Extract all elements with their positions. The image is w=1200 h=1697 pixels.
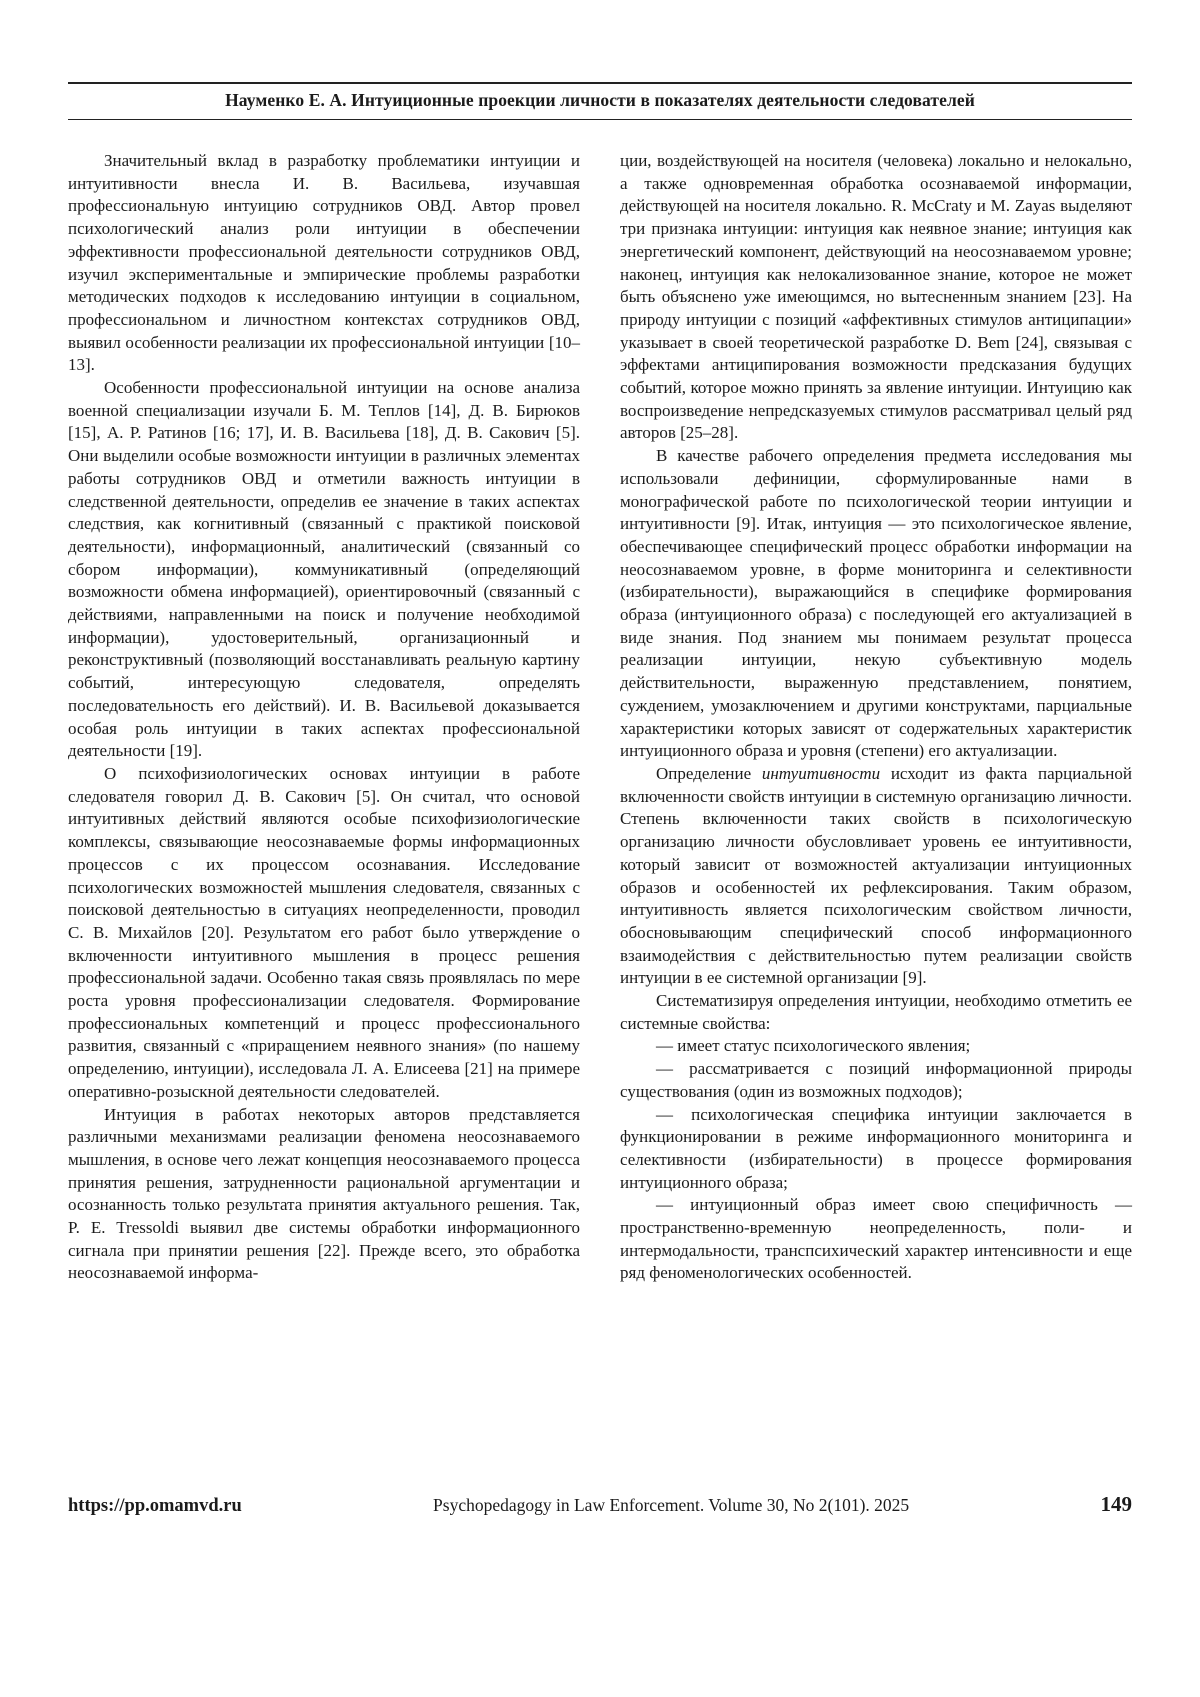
list-item: — рассматривается с позиций информационной природы существования (один из возможных подходов); [620,1059,1132,1101]
list-intro: Систематизируя определения интуиции, необходимо отметить ее системные свойства: [620,991,1132,1033]
paragraph: О психофизиологических основах интуиции в работе следователя говорил Д. В. Сакович [5]. Он считал, что основой интуитивных действий являются особые психофизиологические комплексы, связывающие неосознаваемые формы информационных процессов с их процессом осознавания. Исследование психологических возможностей мышления следователя, связанных с поисковой деятельностью в ситуациях неопределенности, проводил С. В. Михайлов [20]. Результатом его работ было утверждение о включенности интуитивного мышления в процесс решения профессиональной задачи. Особенно такая связь проявлялась по мере роста уровня профессионализации следователя. Формирование профессиональных компетенций и процесс профессионального развития, связанный с «приращением неявного знания» (по нашему определению, интуиции), исследовала Л. А. Елисеева [21] на примере оперативно-розыскной деятельности следователей. [68,763,580,1101]
definition-text-after: исходит из факта парциальной включенности свойств интуиции в системную организацию личности. Степень включенности таких свойств в психологическую организацию личности обусловливает уровень ее интуитивности, который зависит от возможностей актуализации интуиционных образов и особенностей их рефлексирования. Таким образом, интуитивность является психологическим свойством личности, обосновывающим специфический способ информационного взаимодействия с действительностью путем реализации свойств интуиции в ее системной организации [9]. [620,763,1132,988]
definition-text-before: Определение [656,763,762,783]
page-footer [68,1492,1132,1517]
paragraph: Значительный вклад в разработку проблематики интуиции и интуитивности внесла И. В. Васильева, изучавшая профессиональную интуицию сотрудников ОВД. Автор провел психологический анализ роли интуиции в обеспечении эффективности профессиональной деятельности сотрудников ОВД, изучил экспериментальные и эмпирические проблемы разработки методических подходов к исследованию интуиции в социальном, профессиональном и личностном контекстах сотрудников ОВД, выявил особенности реализации их профессиональной интуиции [10–13]. [68,151,580,375]
list-item: — психологическая специфика интуиции заключается в функционировании в режиме информационного мониторинга и селективности (избирательности) в процессе формирования интуиционного образа; [620,1104,1132,1192]
paragraph-definition [620,763,1132,990]
paragraph-continuation: ции, воздействующей на носителя (человека) локально и нелокально, а также одновременная обработка осознаваемой информации, действующей на носителя локально. R. McCraty и M. Zayas выделяют три признака интуиции: интуиция как неявное знание; интуиция как энергетический компонент, действующий на неосознаваемом уровне; наконец, интуиция как нелокализованное знание, которое не может быть объяснено уже имеющимся, но вытесненным знанием [23]. На природу интуиции с позиций «аффективных стимулов антиципации» указывает в своей теоретической разработке D. Bem [24], связывая с эффектами антиципирования возможности предсказания будущих событий, которое можно принять за явление интуиции. Интуицию как воспроизведение непредсказуемых стимулов рассматривал целый ряд авторов [25–28]. [620,151,1132,443]
page-number: 149 [1100,1492,1132,1516]
paragraph: В качестве рабочего определения предмета исследования мы использовали дефиниции, сформулированные нами в монографической работе по психологической теории интуиции и интуитивности [9]. Итак, интуиция — это психологическое явление, обеспечивающее специфический процесс обработки информации на неосознаваемом уровне, в форме мониторинга и селективности (избирательности), выражающийся в специфике формирования образа (интуиционного образа) с последующей его актуализацией в виде знания. Под знанием мы понимаем результат процесса реализации интуиции, некую субъективную модель действительности, выраженную представлением, понятием, суждением, умозаключением и другими конструктами, парциальные характеристики которых зависят от содержательных характеристик интуиционного образа и уровня (степени) его актуализации. [620,446,1132,761]
column-right [620,150,1132,1285]
header-rule-bottom [68,119,1132,121]
paragraph: Интуиция в работах некоторых авторов представляется различными механизмами реализации феномена неосознаваемого мышления, в основе чего лежат концепция неосознаваемого процесса принятия решения, затрудненности рациональной аргументации и осознанность только результата принятия актуального решения. Так, P. E. Tressoldi выявил две системы обработки информационного сигнала при принятии решения [22]. Прежде всего, это обработка неосознаваемой информа- [68,1104,580,1283]
journal-citation: Psychopedagogy in Law Enforcement. Volume 30, No 2(101). 2025 [433,1495,910,1515]
column-left [68,150,580,1285]
paragraph: Особенности профессиональной интуиции на основе анализа военной специализации изучали Б. М. Теплов [14], Д. В. Бирюков [15], А. Р. Ратинов [16; 17], И. В. Васильева [18], Д. В. Сакович [5]. Они выделили особые возможности интуиции в различных элементах работы сотрудников ОВД и отметили важность интуиции в следственной деятельности, определив ее значение в таких аспектах следствия, как когнитивный (связанный с практикой поисковой деятельности), информационный, аналитический (связанный со сбором информации), коммуникативный (определяющий возможности обмена информацией), ориентировочный (связанный с действиями, направленными на поиск и получение необходимой информации), удостоверительный, организационный и реконструктивный (позволяющий восстанавливать реальную картину событий, интересующую следователя, определять последовательность его действий). И. В. Васильевой доказывается особая роль интуиции в таких аспектах профессиональной деятельности [19]. [68,378,580,761]
list-item: — имеет статус психологического явления; [656,1036,971,1056]
running-head [68,82,1132,120]
running-head-text: Науменко Е. А. Интуиционные проекции личности в показателях деятельности следователей [225,89,975,110]
list-item: — интуиционный образ имеет свою специфичность — пространственно-временную неопределенность, поли- и интермодальности, транспсихический характер интенсивности и еще ряд феноменологических особенностей. [620,1195,1132,1283]
journal-url: https://pp.omamvd.ru [68,1496,242,1516]
text-columns [68,150,1132,1285]
definition-italic-term: интуитивности [761,763,881,783]
